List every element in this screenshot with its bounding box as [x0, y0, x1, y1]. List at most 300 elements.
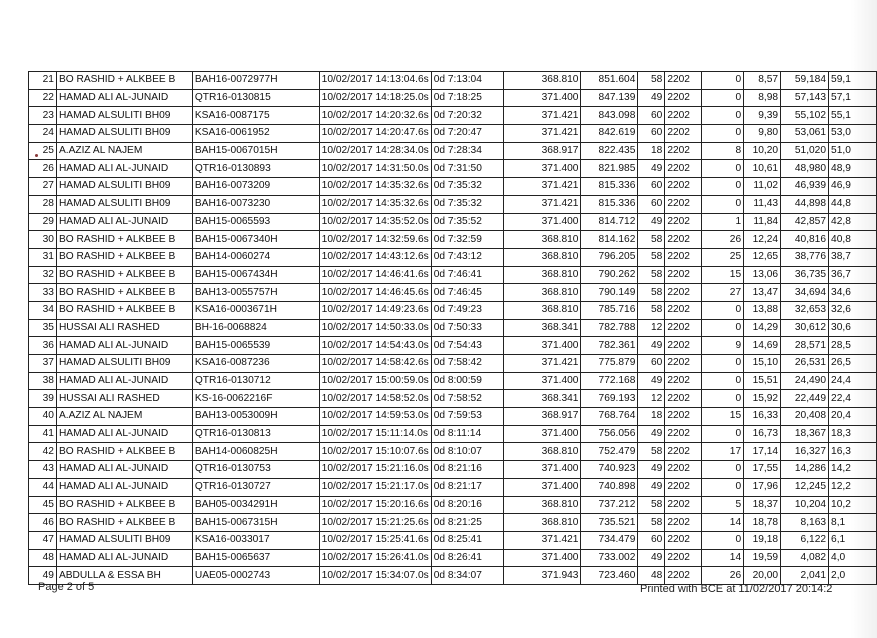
ring-number-cell: BAH15-0067315H — [192, 514, 319, 532]
points-extra-cell: 53,0 — [829, 125, 877, 143]
section-code-cell: 2202 — [665, 514, 702, 532]
speed-cell: 851.604 — [581, 72, 638, 90]
fancier-name-cell: HAMAD ALI AL-JUNAID — [56, 160, 192, 178]
position-cell: 48 — [29, 549, 57, 567]
coefficient-cell: 15,51 — [744, 372, 781, 390]
arrival-time-cell: 10/02/2017 14:46:45.6s — [319, 284, 431, 302]
flight-time-cell: 0d 8:21:25 — [431, 514, 503, 532]
points-cell: 46,939 — [781, 178, 829, 196]
table-row — [29, 337, 877, 355]
coefficient-cell: 20,00 — [744, 567, 781, 585]
number-cell: 25 — [702, 248, 744, 266]
flight-time-cell: 0d 7:46:41 — [431, 266, 503, 284]
ring-number-cell: BAH14-0060825H — [192, 443, 319, 461]
table-row — [29, 213, 877, 231]
coefficient-cell: 15,92 — [744, 390, 781, 408]
flight-time-cell: 0d 8:26:41 — [431, 549, 503, 567]
coefficient-cell: 18,78 — [744, 514, 781, 532]
basketed-count-cell: 49 — [638, 549, 665, 567]
points-cell: 30,612 — [781, 319, 829, 337]
speed-cell: 790.262 — [581, 266, 638, 284]
number-cell: 0 — [702, 478, 744, 496]
position-cell: 45 — [29, 496, 57, 514]
points-extra-cell: 48,9 — [829, 160, 877, 178]
position-cell: 25 — [29, 142, 57, 160]
basketed-count-cell: 58 — [638, 266, 665, 284]
basketed-count-cell: 60 — [638, 125, 665, 143]
speed-cell: 847.139 — [581, 89, 638, 107]
position-cell: 24 — [29, 125, 57, 143]
coefficient-cell: 12,65 — [744, 248, 781, 266]
table-row — [29, 107, 877, 125]
flight-time-cell: 0d 7:54:43 — [431, 337, 503, 355]
section-code-cell: 2202 — [665, 248, 702, 266]
number-cell: 0 — [702, 301, 744, 319]
fancier-name-cell: HUSSAI ALI RASHED — [56, 319, 192, 337]
points-cell: 48,980 — [781, 160, 829, 178]
flight-time-cell: 0d 7:31:50 — [431, 160, 503, 178]
points-extra-cell: 34,6 — [829, 284, 877, 302]
flight-time-cell: 0d 7:58:52 — [431, 390, 503, 408]
coefficient-cell: 14,69 — [744, 337, 781, 355]
arrival-time-cell: 10/02/2017 14:20:47.6s — [319, 125, 431, 143]
flight-time-cell: 0d 7:58:42 — [431, 355, 503, 373]
arrival-time-cell: 10/02/2017 14:43:12.6s — [319, 248, 431, 266]
speed-cell: 740.898 — [581, 478, 638, 496]
number-cell: 0 — [702, 72, 744, 90]
section-code-cell: 2202 — [665, 266, 702, 284]
table-row — [29, 461, 877, 479]
points-cell: 32,653 — [781, 301, 829, 319]
position-cell: 23 — [29, 107, 57, 125]
speed-cell: 768.764 — [581, 408, 638, 426]
points-cell: 20,408 — [781, 408, 829, 426]
coefficient-cell: 17,14 — [744, 443, 781, 461]
arrival-time-cell: 10/02/2017 15:21:17.0s — [319, 478, 431, 496]
distance-cell: 368.917 — [503, 408, 581, 426]
distance-cell: 371.400 — [503, 549, 581, 567]
points-cell: 12,245 — [781, 478, 829, 496]
coefficient-cell: 17,96 — [744, 478, 781, 496]
coefficient-cell: 9,80 — [744, 125, 781, 143]
ring-number-cell: BAH14-0060274 — [192, 248, 319, 266]
distance-cell: 368.810 — [503, 301, 581, 319]
distance-cell: 368.917 — [503, 142, 581, 160]
ring-number-cell: KSA16-0003671H — [192, 301, 319, 319]
number-cell: 15 — [702, 408, 744, 426]
number-cell: 0 — [702, 531, 744, 549]
flight-time-cell: 0d 8:11:14 — [431, 425, 503, 443]
table-row — [29, 195, 877, 213]
ring-number-cell: QTR16-0130813 — [192, 425, 319, 443]
table-row — [29, 567, 877, 585]
table-row — [29, 531, 877, 549]
distance-cell: 371.400 — [503, 425, 581, 443]
ring-number-cell: BAH15-0065593 — [192, 213, 319, 231]
fancier-name-cell: BO RASHID + ALKBEE B — [56, 514, 192, 532]
points-extra-cell: 2,0 — [829, 567, 877, 585]
section-code-cell: 2202 — [665, 443, 702, 461]
arrival-time-cell: 10/02/2017 15:10:07.6s — [319, 443, 431, 461]
points-extra-cell: 6,1 — [829, 531, 877, 549]
ring-number-cell: QTR16-0130815 — [192, 89, 319, 107]
fancier-name-cell: ABDULLA & ESSA BH — [56, 567, 192, 585]
section-code-cell: 2202 — [665, 355, 702, 373]
arrival-time-cell: 10/02/2017 14:35:32.6s — [319, 195, 431, 213]
speed-cell: 735.521 — [581, 514, 638, 532]
arrival-time-cell: 10/02/2017 14:46:41.6s — [319, 266, 431, 284]
points-extra-cell: 40,8 — [829, 231, 877, 249]
fancier-name-cell: BO RASHID + ALKBEE B — [56, 231, 192, 249]
flight-time-cell: 0d 7:43:12 — [431, 248, 503, 266]
speed-cell: 796.205 — [581, 248, 638, 266]
coefficient-cell: 11,84 — [744, 213, 781, 231]
section-code-cell: 2202 — [665, 496, 702, 514]
flight-time-cell: 0d 7:28:34 — [431, 142, 503, 160]
points-cell: 44,898 — [781, 195, 829, 213]
number-cell: 0 — [702, 125, 744, 143]
position-cell: 35 — [29, 319, 57, 337]
position-cell: 22 — [29, 89, 57, 107]
flight-time-cell: 0d 7:20:47 — [431, 125, 503, 143]
ring-number-cell: BAH16-0073209 — [192, 178, 319, 196]
ring-number-cell: BAH16-0072977H — [192, 72, 319, 90]
basketed-count-cell: 49 — [638, 337, 665, 355]
results-table-body — [29, 72, 877, 585]
table-row — [29, 443, 877, 461]
speed-cell: 790.149 — [581, 284, 638, 302]
section-code-cell: 2202 — [665, 549, 702, 567]
coefficient-cell: 13,06 — [744, 266, 781, 284]
speed-cell: 814.712 — [581, 213, 638, 231]
number-cell: 1 — [702, 213, 744, 231]
ring-number-cell: BAH15-0067434H — [192, 266, 319, 284]
section-code-cell: 2202 — [665, 142, 702, 160]
basketed-count-cell: 58 — [638, 496, 665, 514]
number-cell: 9 — [702, 337, 744, 355]
fancier-name-cell: BO RASHID + ALKBEE B — [56, 301, 192, 319]
ring-number-cell: QTR16-0130727 — [192, 478, 319, 496]
section-code-cell: 2202 — [665, 408, 702, 426]
section-code-cell: 2202 — [665, 337, 702, 355]
ring-number-cell: BAH05-0034291H — [192, 496, 319, 514]
section-code-cell: 2202 — [665, 461, 702, 479]
basketed-count-cell: 60 — [638, 178, 665, 196]
section-code-cell: 2202 — [665, 72, 702, 90]
section-code-cell: 2202 — [665, 284, 702, 302]
arrival-time-cell: 10/02/2017 14:20:32.6s — [319, 107, 431, 125]
points-cell: 28,571 — [781, 337, 829, 355]
section-code-cell: 2202 — [665, 178, 702, 196]
fancier-name-cell: HAMAD ALSULITI BH09 — [56, 355, 192, 373]
ring-number-cell: QTR16-0130893 — [192, 160, 319, 178]
basketed-count-cell: 58 — [638, 443, 665, 461]
number-cell: 0 — [702, 195, 744, 213]
position-cell: 36 — [29, 337, 57, 355]
basketed-count-cell: 49 — [638, 372, 665, 390]
table-row — [29, 178, 877, 196]
basketed-count-cell: 49 — [638, 425, 665, 443]
ring-number-cell: BAH16-0073230 — [192, 195, 319, 213]
number-cell: 0 — [702, 178, 744, 196]
flight-time-cell: 0d 7:35:32 — [431, 195, 503, 213]
ring-number-cell: QTR16-0130753 — [192, 461, 319, 479]
flight-time-cell: 0d 8:20:16 — [431, 496, 503, 514]
basketed-count-cell: 49 — [638, 478, 665, 496]
basketed-count-cell: 18 — [638, 142, 665, 160]
arrival-time-cell: 10/02/2017 15:21:25.6s — [319, 514, 431, 532]
basketed-count-cell: 60 — [638, 355, 665, 373]
speed-cell: 782.361 — [581, 337, 638, 355]
arrival-time-cell: 10/02/2017 15:25:41.6s — [319, 531, 431, 549]
arrival-time-cell: 10/02/2017 14:18:25.0s — [319, 89, 431, 107]
points-extra-cell: 46,9 — [829, 178, 877, 196]
basketed-count-cell: 60 — [638, 107, 665, 125]
coefficient-cell: 13,88 — [744, 301, 781, 319]
section-code-cell: 2202 — [665, 231, 702, 249]
distance-cell: 368.810 — [503, 514, 581, 532]
basketed-count-cell: 60 — [638, 531, 665, 549]
points-cell: 4,082 — [781, 549, 829, 567]
basketed-count-cell: 49 — [638, 213, 665, 231]
coefficient-cell: 10,20 — [744, 142, 781, 160]
table-row — [29, 514, 877, 532]
fancier-name-cell: HAMAD ALI AL-JUNAID — [56, 461, 192, 479]
points-cell: 34,694 — [781, 284, 829, 302]
table-row — [29, 496, 877, 514]
arrival-time-cell: 10/02/2017 15:00:59.0s — [319, 372, 431, 390]
speed-cell: 775.879 — [581, 355, 638, 373]
fancier-name-cell: BO RASHID + ALKBEE B — [56, 266, 192, 284]
points-extra-cell: 10,2 — [829, 496, 877, 514]
points-cell: 36,735 — [781, 266, 829, 284]
basketed-count-cell: 58 — [638, 284, 665, 302]
arrival-time-cell: 10/02/2017 14:13:04.6s — [319, 72, 431, 90]
points-extra-cell: 36,7 — [829, 266, 877, 284]
section-code-cell: 2202 — [665, 425, 702, 443]
flight-time-cell: 0d 7:46:45 — [431, 284, 503, 302]
table-row — [29, 72, 877, 90]
fancier-name-cell: HAMAD ALI AL-JUNAID — [56, 89, 192, 107]
ring-number-cell: BAH13-0053009H — [192, 408, 319, 426]
section-code-cell: 2202 — [665, 107, 702, 125]
speed-cell: 737.212 — [581, 496, 638, 514]
points-cell: 24,490 — [781, 372, 829, 390]
distance-cell: 371.400 — [503, 160, 581, 178]
ring-number-cell: BAH15-0065539 — [192, 337, 319, 355]
points-extra-cell: 57,1 — [829, 89, 877, 107]
distance-cell: 368.810 — [503, 496, 581, 514]
speed-cell: 740.923 — [581, 461, 638, 479]
points-cell: 6,122 — [781, 531, 829, 549]
arrival-time-cell: 10/02/2017 14:32:59.6s — [319, 231, 431, 249]
distance-cell: 371.400 — [503, 478, 581, 496]
speed-cell: 842.619 — [581, 125, 638, 143]
arrival-time-cell: 10/02/2017 14:50:33.0s — [319, 319, 431, 337]
flight-time-cell: 0d 8:34:07 — [431, 567, 503, 585]
table-row — [29, 372, 877, 390]
coefficient-cell: 8,57 — [744, 72, 781, 90]
flight-time-cell: 0d 7:18:25 — [431, 89, 503, 107]
section-code-cell: 2202 — [665, 531, 702, 549]
position-cell: 44 — [29, 478, 57, 496]
coefficient-cell: 13,47 — [744, 284, 781, 302]
position-cell: 28 — [29, 195, 57, 213]
arrival-time-cell: 10/02/2017 14:31:50.0s — [319, 160, 431, 178]
fancier-name-cell: HAMAD ALI AL-JUNAID — [56, 549, 192, 567]
basketed-count-cell: 58 — [638, 248, 665, 266]
points-extra-cell: 8,1 — [829, 514, 877, 532]
number-cell: 0 — [702, 355, 744, 373]
number-cell: 0 — [702, 425, 744, 443]
fancier-name-cell: HAMAD ALSULITI BH09 — [56, 125, 192, 143]
distance-cell: 371.421 — [503, 107, 581, 125]
basketed-count-cell: 58 — [638, 301, 665, 319]
position-cell: 32 — [29, 266, 57, 284]
speed-cell: 734.479 — [581, 531, 638, 549]
points-extra-cell: 20,4 — [829, 408, 877, 426]
fancier-name-cell: BO RASHID + ALKBEE B — [56, 496, 192, 514]
position-cell: 29 — [29, 213, 57, 231]
arrival-time-cell: 10/02/2017 15:21:16.0s — [319, 461, 431, 479]
number-cell: 26 — [702, 567, 744, 585]
arrival-time-cell: 10/02/2017 15:11:14.0s — [319, 425, 431, 443]
coefficient-cell: 17,55 — [744, 461, 781, 479]
flight-time-cell: 0d 7:35:52 — [431, 213, 503, 231]
fancier-name-cell: A.AZIZ AL NAJEM — [56, 408, 192, 426]
ring-number-cell: BH-16-0068824 — [192, 319, 319, 337]
points-cell: 26,531 — [781, 355, 829, 373]
number-cell: 0 — [702, 461, 744, 479]
coefficient-cell: 14,29 — [744, 319, 781, 337]
arrival-time-cell: 10/02/2017 15:20:16.6s — [319, 496, 431, 514]
fancier-name-cell: HAMAD ALSULITI BH09 — [56, 178, 192, 196]
fancier-name-cell: HAMAD ALI AL-JUNAID — [56, 425, 192, 443]
table-row — [29, 160, 877, 178]
speed-cell: 822.435 — [581, 142, 638, 160]
points-cell: 18,367 — [781, 425, 829, 443]
distance-cell: 371.400 — [503, 213, 581, 231]
arrival-time-cell: 10/02/2017 15:34:07.0s — [319, 567, 431, 585]
ring-number-cell: KS-16-0062216F — [192, 390, 319, 408]
table-row — [29, 142, 877, 160]
position-cell: 43 — [29, 461, 57, 479]
basketed-count-cell: 49 — [638, 160, 665, 178]
basketed-count-cell: 12 — [638, 390, 665, 408]
distance-cell: 371.400 — [503, 461, 581, 479]
flight-time-cell: 0d 8:00:59 — [431, 372, 503, 390]
position-cell: 37 — [29, 355, 57, 373]
position-cell: 40 — [29, 408, 57, 426]
ring-number-cell: BAH15-0065637 — [192, 549, 319, 567]
basketed-count-cell: 18 — [638, 408, 665, 426]
number-cell: 0 — [702, 107, 744, 125]
fancier-name-cell: HAMAD ALSULITI BH09 — [56, 195, 192, 213]
speed-cell: 821.985 — [581, 160, 638, 178]
speed-cell: 733.002 — [581, 549, 638, 567]
arrival-time-cell: 10/02/2017 14:58:42.6s — [319, 355, 431, 373]
section-code-cell: 2202 — [665, 213, 702, 231]
coefficient-cell: 9,39 — [744, 107, 781, 125]
ring-number-cell: QTR16-0130712 — [192, 372, 319, 390]
section-code-cell: 2202 — [665, 160, 702, 178]
points-cell: 22,449 — [781, 390, 829, 408]
arrival-time-cell: 10/02/2017 14:28:34.0s — [319, 142, 431, 160]
number-cell: 0 — [702, 390, 744, 408]
fancier-name-cell: HAMAD ALSULITI BH09 — [56, 107, 192, 125]
distance-cell: 371.943 — [503, 567, 581, 585]
basketed-count-cell: 58 — [638, 514, 665, 532]
arrival-time-cell: 10/02/2017 14:49:23.6s — [319, 301, 431, 319]
fancier-name-cell: HAMAD ALSULITI BH09 — [56, 531, 192, 549]
fancier-name-cell: HAMAD ALI AL-JUNAID — [56, 478, 192, 496]
points-extra-cell: 12,2 — [829, 478, 877, 496]
number-cell: 17 — [702, 443, 744, 461]
position-cell: 42 — [29, 443, 57, 461]
coefficient-cell: 16,33 — [744, 408, 781, 426]
speed-cell: 769.193 — [581, 390, 638, 408]
flight-time-cell: 0d 7:20:32 — [431, 107, 503, 125]
speed-cell: 723.460 — [581, 567, 638, 585]
fancier-name-cell: BO RASHID + ALKBEE B — [56, 284, 192, 302]
points-extra-cell: 42,8 — [829, 213, 877, 231]
coefficient-cell: 19,18 — [744, 531, 781, 549]
number-cell: 8 — [702, 142, 744, 160]
position-cell: 41 — [29, 425, 57, 443]
ring-number-cell: KSA16-0087175 — [192, 107, 319, 125]
flight-time-cell: 0d 7:49:23 — [431, 301, 503, 319]
printed-info: Printed with BCE at 11/02/2017 20:14:2 — [640, 583, 833, 595]
table-row — [29, 231, 877, 249]
basketed-count-cell: 12 — [638, 319, 665, 337]
distance-cell: 371.400 — [503, 337, 581, 355]
distance-cell: 368.810 — [503, 248, 581, 266]
position-cell: 33 — [29, 284, 57, 302]
distance-cell: 371.421 — [503, 125, 581, 143]
results-table — [28, 71, 877, 585]
coefficient-cell: 18,37 — [744, 496, 781, 514]
points-cell: 16,327 — [781, 443, 829, 461]
section-code-cell: 2202 — [665, 567, 702, 585]
section-code-cell: 2202 — [665, 478, 702, 496]
points-extra-cell: 4,0 — [829, 549, 877, 567]
flight-time-cell: 0d 7:32:59 — [431, 231, 503, 249]
section-code-cell: 2202 — [665, 301, 702, 319]
number-cell: 27 — [702, 284, 744, 302]
position-cell: 30 — [29, 231, 57, 249]
arrival-time-cell: 10/02/2017 14:35:32.6s — [319, 178, 431, 196]
flight-time-cell: 0d 7:50:33 — [431, 319, 503, 337]
points-cell: 59,184 — [781, 72, 829, 90]
points-extra-cell: 55,1 — [829, 107, 877, 125]
speed-cell: 815.336 — [581, 178, 638, 196]
basketed-count-cell: 48 — [638, 567, 665, 585]
table-row — [29, 355, 877, 373]
number-cell: 0 — [702, 319, 744, 337]
points-extra-cell: 51,0 — [829, 142, 877, 160]
table-row — [29, 266, 877, 284]
points-extra-cell: 44,8 — [829, 195, 877, 213]
points-cell: 57,143 — [781, 89, 829, 107]
table-row — [29, 408, 877, 426]
points-cell: 40,816 — [781, 231, 829, 249]
number-cell: 0 — [702, 89, 744, 107]
points-cell: 55,102 — [781, 107, 829, 125]
speed-cell: 843.098 — [581, 107, 638, 125]
distance-cell: 368.810 — [503, 72, 581, 90]
coefficient-cell: 11,43 — [744, 195, 781, 213]
points-extra-cell: 18,3 — [829, 425, 877, 443]
